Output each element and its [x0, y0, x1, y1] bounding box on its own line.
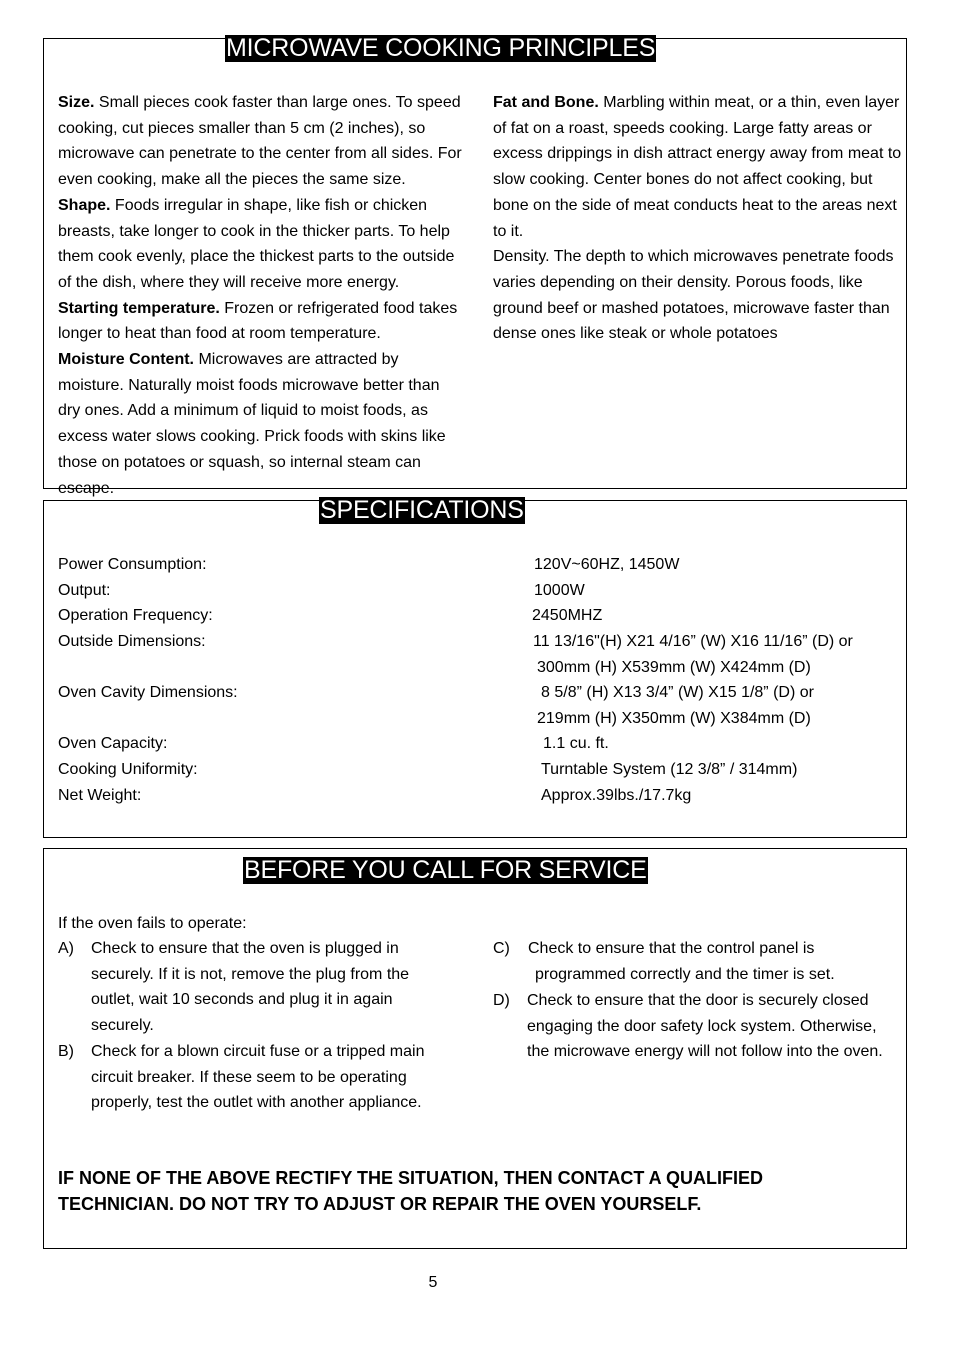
spec-label-cavity-dimensions: Oven Cavity Dimensions: — [58, 684, 238, 701]
spec-value-frequency: 2450MHZ — [532, 607, 603, 624]
spec-value-weight: Approx.39lbs./17.7kg — [541, 787, 692, 804]
spec-label-frequency: Operation Frequency: — [58, 607, 213, 624]
item-marker-d: D) — [493, 992, 510, 1009]
size-label: Size. — [58, 94, 95, 111]
spec-value-cavity-dimensions: 8 5/8” (H) X13 3/4” (W) X15 1/8” (D) or — [541, 684, 814, 701]
item-text-d: Check to ensure that the door is securely closed engaging the door safety lock system. Otherwise, the microwave energy will not follow into the oven. — [527, 992, 883, 1061]
spec-value-outside-dimensions: 11 13/16"(H) X21 4/16” (W) X16 11/16” (D) or — [533, 633, 853, 650]
spec-label-weight: Net Weight: — [58, 787, 142, 804]
service-warning: IF NONE OF THE ABOVE RECTIFY THE SITUATION, THEN CONTACT A QUALIFIED TECHNICIAN. DO NOT TRY TO ADJUST OR REPAIR THE OVEN YOURSELF. — [58, 1168, 763, 1214]
item-text-b: Check for a blown circuit fuse or a tripped main circuit breaker. If these seem to be operating properly, test the outlet with another appliance. — [91, 1043, 425, 1112]
temperature-text: Frozen or refrigerated food takes longer to heat than food at room temperature. — [58, 299, 458, 343]
item-marker-b: B) — [58, 1043, 74, 1060]
spec-value-uniformity: Turntable System (12 3/8” / 314mm) — [541, 761, 798, 778]
spec-label-capacity: Oven Capacity: — [58, 735, 168, 752]
specifications-title: SPECIFICATIONS — [320, 496, 524, 524]
principles-title: MICROWAVE COOKING PRINCIPLES — [226, 34, 656, 62]
fat-bone-text: Marbling within meat, or a thin, even layer of fat on a roast, speeds cooking. Large fatty areas or excess drippings in dish attract energy away from meat to slow cooking. Center bones do not affect cooking, but bone on the side of meat conducts heat to the areas next to it. — [493, 94, 902, 240]
page-number: 5 — [428, 1274, 438, 1291]
moisture-text: Microwaves are attracted by moisture. Naturally moist foods microwave better than dry ones. Add a minimum of liquid to moist foods, as excess water slows cooking. Prick foods with skins like those on potatoes or squash, so internal steam can escape. — [58, 351, 446, 497]
spec-label-output: Output: — [58, 582, 111, 599]
item-marker-c: C) — [493, 940, 510, 957]
shape-label: Shape. — [58, 196, 111, 214]
principles-right-column — [493, 90, 903, 347]
spec-label-outside-dimensions: Outside Dimensions: — [58, 633, 206, 650]
item-text-c: Check to ensure that the control panel is — [528, 940, 815, 957]
service-title: BEFORE YOU CALL FOR SERVICE — [244, 856, 647, 884]
shape-text: Foods irregular in shape, like fish or chicken breasts, take longer to cook in the thicker parts. To help them cook evenly, place the thickest parts to the outside of the dish, where they will receive more energy. — [58, 196, 455, 291]
item-text-c-line2: programmed correctly and the timer is set. — [535, 966, 835, 983]
spec-value-cavity-dimensions-metric: 219mm (H) X350mm (W) X384mm (D) — [537, 710, 811, 727]
spec-value-capacity: 1.1 cu. ft. — [543, 735, 609, 752]
spec-value-output: 1000W — [534, 582, 585, 599]
item-marker-a: A) — [58, 940, 74, 957]
fat-bone-label: Fat and Bone. — [493, 94, 599, 111]
spec-label-uniformity: Cooking Uniformity: — [58, 761, 198, 778]
spec-value-power: 120V~60HZ, 1450W — [534, 556, 680, 573]
temperature-label: Starting temperature. — [58, 299, 220, 317]
service-intro: If the oven fails to operate: — [58, 915, 247, 932]
size-text: Small pieces cook faster than large ones. To speed cooking, cut pieces smaller than 5 cm (2 inches), so microwave can penetrate to the center from all sides. For even cooking, make all the pieces the same size. — [58, 94, 462, 189]
spec-label-power: Power Consumption: — [58, 556, 207, 573]
moisture-label: Moisture Content. — [58, 351, 194, 369]
item-text-a: Check to ensure that the oven is plugged in securely. If it is not, remove the plug from the outlet, wait 10 seconds and plug it in again securely. — [91, 940, 410, 1035]
principles-left-column — [58, 90, 464, 501]
density-text: Density. The depth to which microwaves penetrate foods varies depending on their density. Porous foods, like ground beef or mashed potatoes, microwave faster than dense ones like steak or whole potatoes — [493, 248, 894, 343]
spec-value-outside-dimensions-metric: 300mm (H) X539mm (W) X424mm (D) — [537, 659, 811, 676]
